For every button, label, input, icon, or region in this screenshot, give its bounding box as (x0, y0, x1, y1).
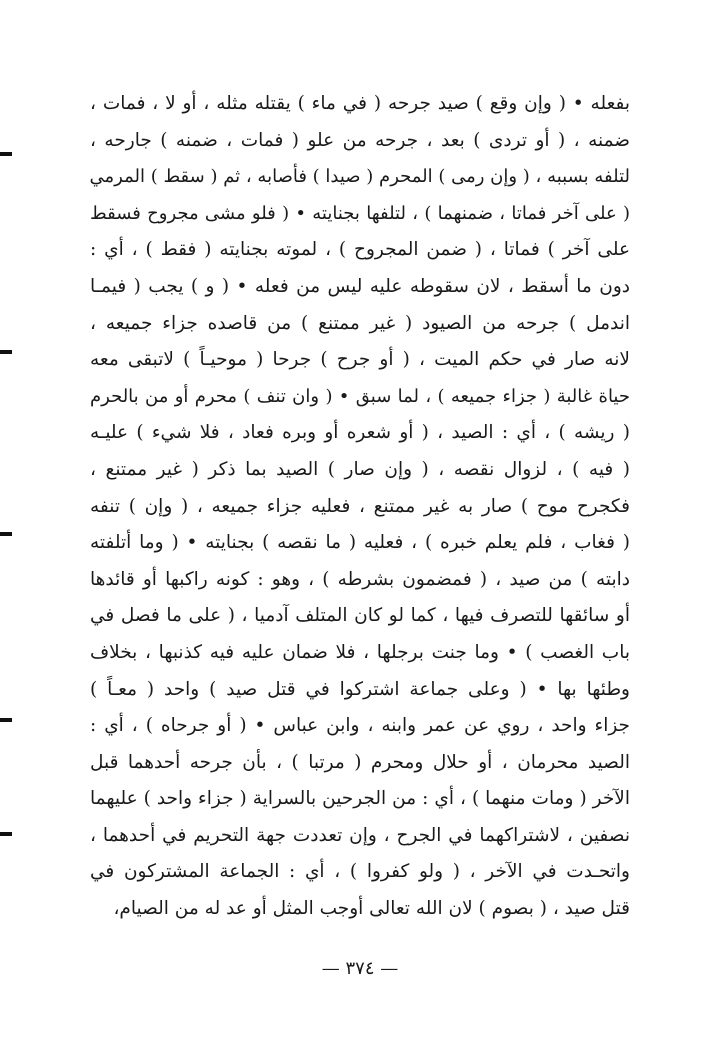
margin-mark (0, 152, 12, 156)
text-line-20: الآخر ( ومات منهما ) ، أي : من الجرحين بالسراية ( جزاء واحد ) عليهما (90, 788, 630, 810)
text-line-1: بفعله • ( وإن وقع ) صيد جرحه ( في ماء ) يقتله مثله ، أو لا ، فمات ، (90, 93, 630, 114)
text-line-22: واتحـدت في الآخر ، ( ولو كفروا ) ، أي : الجماعة المشتركون في (90, 861, 630, 883)
margin-mark (0, 350, 12, 354)
margin-mark (0, 532, 12, 536)
text-line-10: ( ريشه ) ، أي : الصيد ، ( أو شعره أو وبره فعاد ، فلا شيء ) عليـه (90, 422, 630, 444)
page-number: — ٣٧٤ — (321, 958, 399, 979)
page-body (90, 86, 630, 928)
text-line-18: جزاء واحد ، روي عن عمر وابنه ، وابن عباس • ( أو جرحاه ) ، أي : (90, 715, 630, 737)
text-line-15: أو سائقها للتصرف فيها ، كما لو كان المتلف آدميا ، ( على ما فصل في (90, 605, 630, 627)
text-line-12: فكجرح موح ) صار به غير ممتنع ، فعليه جزاء جميعه ، ( وإن ) تنفه (90, 495, 630, 517)
text-line-21: نصفين ، لاشتراكهما في الجرح ، وإن تعددت جهة التحريم في أحدهما ، (90, 824, 630, 846)
text-line-7: اندمل ) جرحه من الصيود ( غير ممتنع ) من قاصده جزاء جميعه ، (90, 312, 630, 334)
text-line-13: ( فغاب ، فلم يعلم خبره ) ، فعليه ( ما نقصه ) بجنايته • ( وما أتلفته (90, 532, 630, 554)
text-line-2: ضمنه ، ( أو تردى ) بعد ، جرحه من علو ( فمات ، ضمنه ) جارحه ، (90, 129, 630, 151)
text-line-6: دون ما أسقط ، لان سقوطه عليه ليس من فعله • ( و ) يجب ( فيمـا (90, 275, 630, 297)
text-line-5: على آخر ) فماتا ، ( ضمن المجروح ) ، لموته بجنايته ( فقط ) ، أي : (90, 239, 630, 261)
text-line-9: حياة غالبة ( جزاء جميعه ) ، لما سبق • ( وان تنف ) محرم أو من بالحرم (90, 385, 630, 407)
margin-mark (0, 718, 12, 722)
text-line-23: قتل صيد ، ( بصوم ) لان الله تعالى أوجب المثل أو عد له من الصيام، (113, 898, 630, 920)
text-line-4: ( على آخر فماتا ، ضمنهما ) ، لتلفها بجنايته • ( فلو مشى مجروح فسقط (90, 202, 630, 224)
text-line-19: الصيد محرمان ، أو حلال ومحرم ( مرتبا ) ، بأن جرحه أحدهما قبل (90, 751, 630, 773)
text-line-16: باب الغصب ) • وما جنت برجلها ، فلا ضمان عليه فيه كذنبها ، بخلاف (90, 641, 630, 663)
text-line-11: ( فيه ) ، لزوال نقصه ، ( وإن صار ) الصيد بما ذكر ( غير ممتنع ، (90, 458, 630, 480)
text-line-3: لتلفه بسببه ، ( وإن رمى ) المحرم ( صيدا ) فأصابه ، ثم ( سقط ) المرمي (90, 166, 630, 188)
text-line-14: دابته ) من صيد ، ( فمضمون بشرطه ) ، وهو : كونه راكبها أو قائدها (90, 568, 630, 590)
text-line-8: لانه صار في حكم الميت ، ( أو جرح ) جرحا ( موحيـاً ) لاتبقى معه (90, 349, 630, 371)
text-line-17: وطئها بها • ( وعلى جماعة اشتركوا في قتل صيد ) واحد ( معـاً ) (90, 678, 630, 700)
margin-mark (0, 832, 12, 836)
